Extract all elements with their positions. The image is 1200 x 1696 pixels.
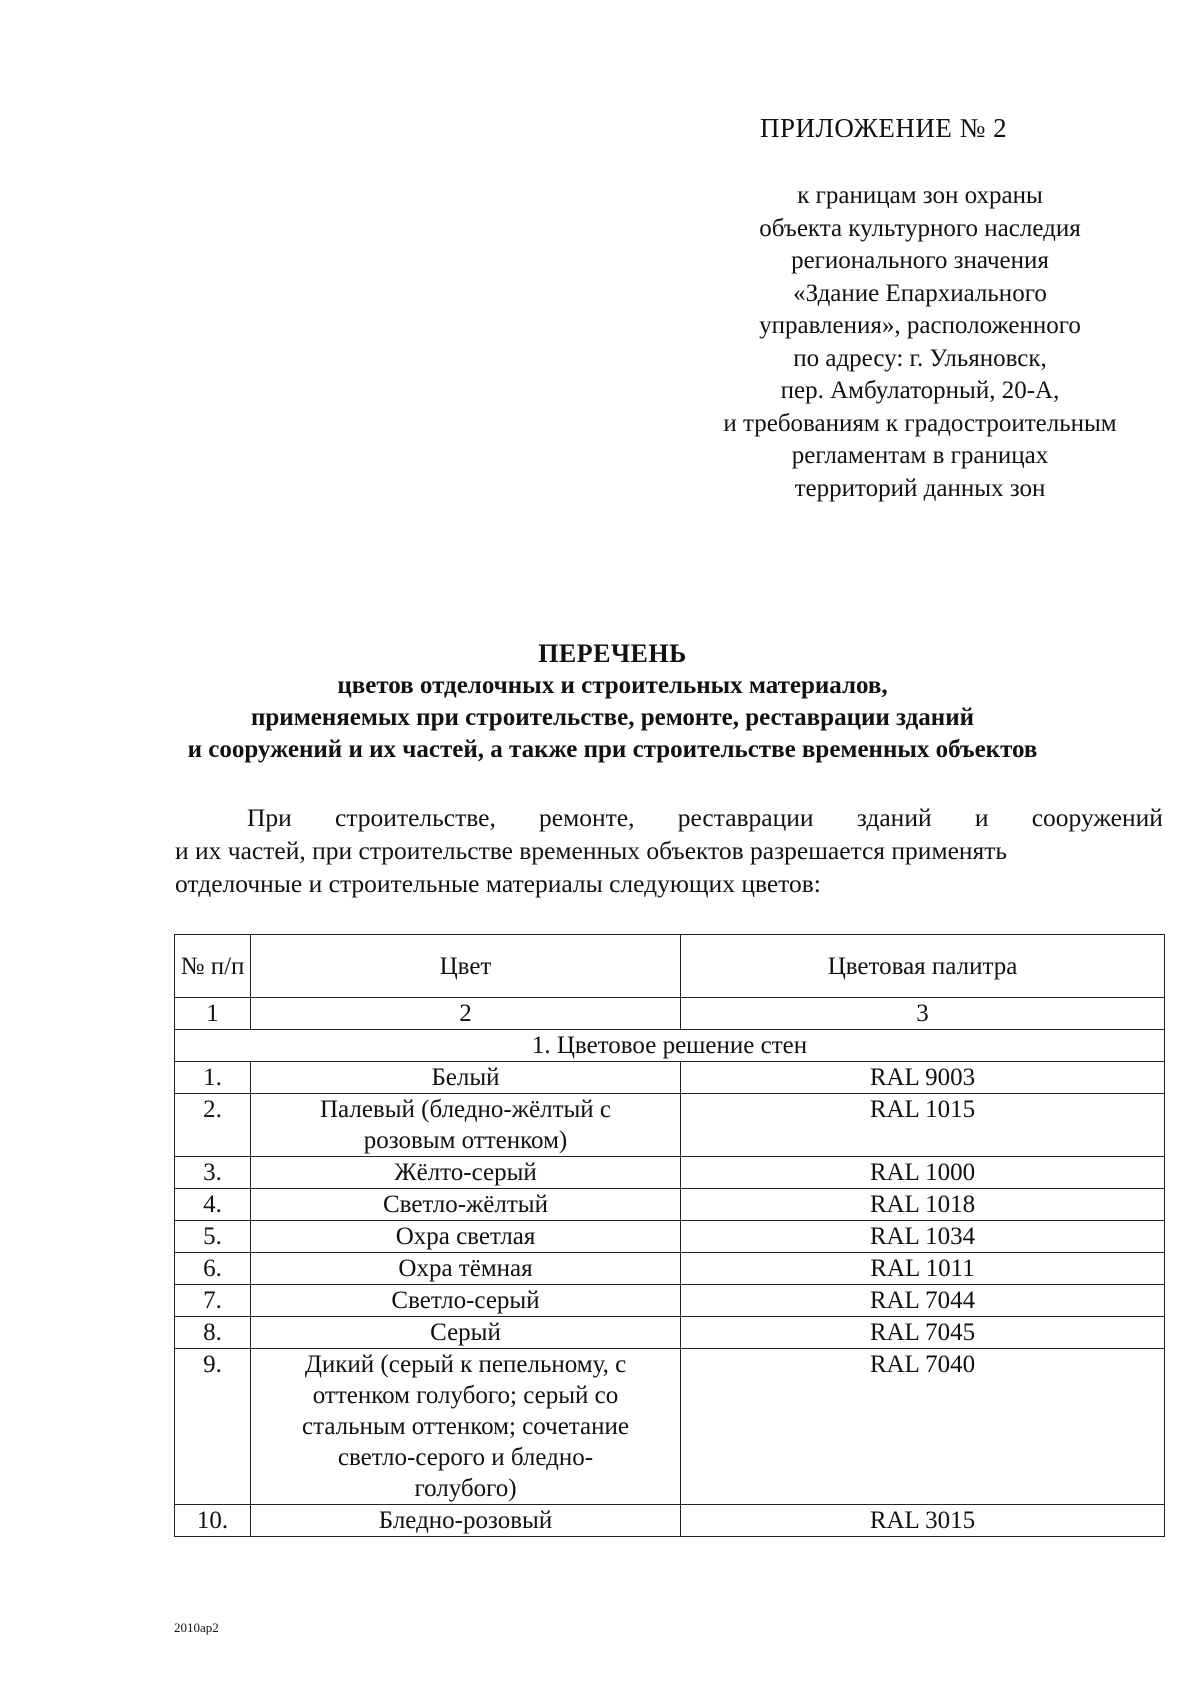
intro-word: реставрации (677, 803, 814, 832)
intro-word: При (247, 803, 292, 832)
table-row (175, 1317, 1165, 1349)
heading-line: применяемых при строительстве, ремонте, реставрации зданий (251, 704, 974, 731)
table-row (175, 1349, 1165, 1505)
appendix-line: объекта культурного наследия (759, 214, 1081, 242)
appendix-line: по адресу: г. Ульяновск, (793, 344, 1047, 372)
section-title: 1. Цветовое решение стен (175, 1030, 1165, 1062)
table-row (175, 1094, 1165, 1157)
header-color: Цвет (251, 935, 681, 998)
intro-paragraph (175, 801, 1163, 900)
table-row (175, 1505, 1165, 1537)
row-palette: RAL 1011 (681, 1253, 1165, 1285)
header-num: № п/п (175, 935, 251, 998)
row-num: 4. (175, 1189, 251, 1221)
row-palette: RAL 7045 (681, 1317, 1165, 1349)
heading-title: ПЕРЕЧЕНЬ (538, 639, 687, 668)
row-color: Жёлто-серый (251, 1157, 681, 1189)
heading-line: цветов отделочных и строительных материалов, (337, 672, 888, 699)
appendix-line: «Здание Епархиального (793, 279, 1047, 307)
row-color: Дикий (серый к пепельному, с оттенком голубого; серый со стальным оттенком; сочетание светло-серого и бледно-голубого) (251, 1349, 681, 1505)
row-color: Светло-серый (251, 1285, 681, 1317)
column-number-row (175, 998, 1165, 1030)
row-palette: RAL 7044 (681, 1285, 1165, 1317)
intro-line: отделочные и строительные материалы следующих цветов: (175, 869, 821, 898)
row-color: Палевый (бледно-жёлтый с розовым оттенком) (251, 1094, 681, 1157)
intro-word: и (974, 803, 989, 832)
table-header-row (175, 935, 1165, 998)
table-row (175, 1285, 1165, 1317)
row-color: Серый (251, 1317, 681, 1349)
row-color: Белый (251, 1062, 681, 1094)
intro-word: зданий (856, 803, 932, 832)
intro-word: сооружений (1031, 803, 1163, 832)
document-heading (160, 638, 1065, 766)
row-color: Бледно-розовый (251, 1505, 681, 1537)
row-num: 6. (175, 1253, 251, 1285)
appendix-line: регионального значения (791, 247, 1049, 274)
section-row (175, 1030, 1165, 1062)
row-num: 8. (175, 1317, 251, 1349)
row-num: 2. (175, 1094, 251, 1157)
row-palette: RAL 1018 (681, 1189, 1165, 1221)
table-row (175, 1253, 1165, 1285)
row-num: 3. (175, 1157, 251, 1189)
row-palette: RAL 1015 (681, 1094, 1165, 1157)
appendix-line: пер. Амбулаторный, 20-А, (780, 377, 1060, 404)
row-color: Охра тёмная (251, 1253, 681, 1285)
document-code: 2010ap2 (174, 1620, 219, 1635)
header-palette: Цветовая палитра (681, 935, 1165, 998)
column-number: 3 (681, 998, 1165, 1030)
appendix-subtitle (660, 180, 1180, 505)
table-row (175, 1062, 1165, 1094)
column-number: 2 (251, 998, 681, 1030)
appendix-line: управления», расположенного (759, 312, 1081, 339)
table-row (175, 1157, 1165, 1189)
appendix-title: ПРИЛОЖЕНИЕ № 2 (760, 113, 1008, 143)
column-number: 1 (175, 998, 251, 1030)
row-num: 10. (175, 1505, 251, 1537)
intro-word: строительстве, (335, 803, 496, 832)
row-palette: RAL 7040 (681, 1349, 1165, 1505)
appendix-line: регламентам в границах (791, 442, 1049, 469)
row-palette: RAL 1034 (681, 1221, 1165, 1253)
row-palette: RAL 3015 (681, 1505, 1165, 1537)
table-row (175, 1189, 1165, 1221)
row-num: 7. (175, 1285, 251, 1317)
row-color: Охра светлая (251, 1221, 681, 1253)
row-num: 1. (175, 1062, 251, 1094)
row-color: Светло-жёлтый (251, 1189, 681, 1221)
row-palette: RAL 9003 (681, 1062, 1165, 1094)
appendix-line: к границам зон охраны (797, 182, 1043, 209)
heading-line: и сооружений и их частей, а также при строительстве временных объектов (187, 736, 1038, 763)
intro-line: и их частей, при строительстве временных объектов разрешается применять (175, 836, 1008, 865)
row-num: 9. (175, 1349, 251, 1505)
appendix-line: территорий данных зон (794, 474, 1046, 502)
intro-line (175, 801, 1163, 834)
intro-word: ремонте, (539, 803, 635, 832)
row-num: 5. (175, 1221, 251, 1253)
row-palette: RAL 1000 (681, 1157, 1165, 1189)
colors-table (174, 934, 1165, 1537)
appendix-line: и требованиям к градостроительным (723, 409, 1117, 437)
table-row (175, 1221, 1165, 1253)
